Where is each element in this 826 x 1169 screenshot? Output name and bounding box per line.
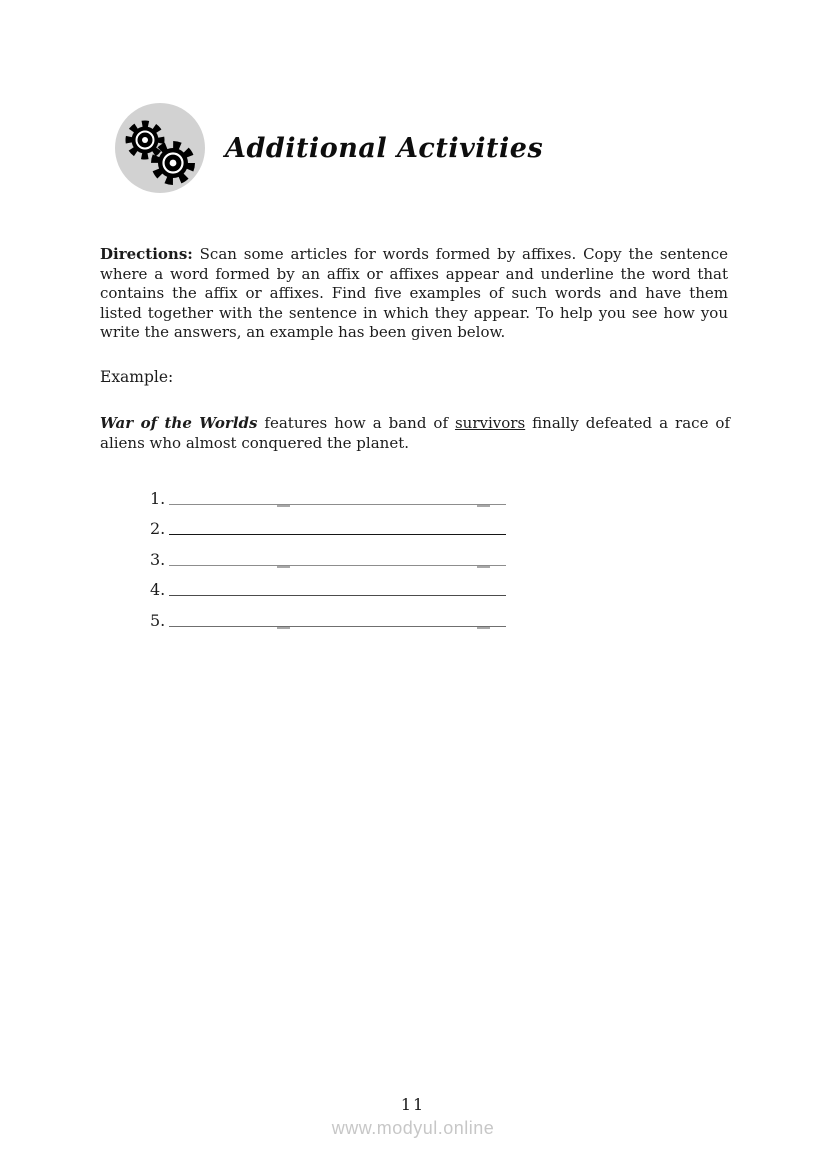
example-book-title: War of the Worlds: [100, 414, 258, 432]
answer-row-5: [150, 599, 550, 630]
answer-number: 4.: [150, 580, 166, 599]
answer-number: 2.: [150, 519, 166, 538]
directions-paragraph: [100, 245, 728, 343]
example-underlined-word: survivors: [454, 414, 526, 432]
example-label: Example:: [100, 368, 174, 386]
example-sentence: [100, 414, 730, 453]
answer-blank-line: [169, 595, 506, 627]
page-title: Additional Activities: [225, 133, 544, 164]
answer-number: 1.: [150, 488, 166, 508]
answer-number: 5.: [150, 610, 166, 630]
directions-label: Directions:: [100, 245, 193, 263]
answer-blank-line: [169, 534, 506, 566]
answer-list: [150, 477, 550, 630]
answer-blank-line: [169, 473, 506, 505]
example-text-middle: features how a band of: [257, 414, 455, 432]
example-text-end: finally defeated a race of aliens who almost conquered the planet.: [100, 414, 731, 452]
watermark-text: www.modyul.online: [331, 1118, 495, 1138]
gears-icon: [115, 103, 205, 193]
page-number: 11: [400, 1095, 426, 1114]
answer-blank-line: [169, 565, 506, 597]
answer-blank-line: [169, 504, 506, 536]
directions-text: Scan some articles for words formed by affixes. Copy the sentence where a word formed by an affix or affixes appear and underline the word that contains the affix or affixes. Find five examples of such words and have them listed together with the sentence in which they appear. To help you see how you write the answers, an example has been given below.: [100, 245, 728, 342]
answer-number: 3.: [150, 549, 166, 569]
